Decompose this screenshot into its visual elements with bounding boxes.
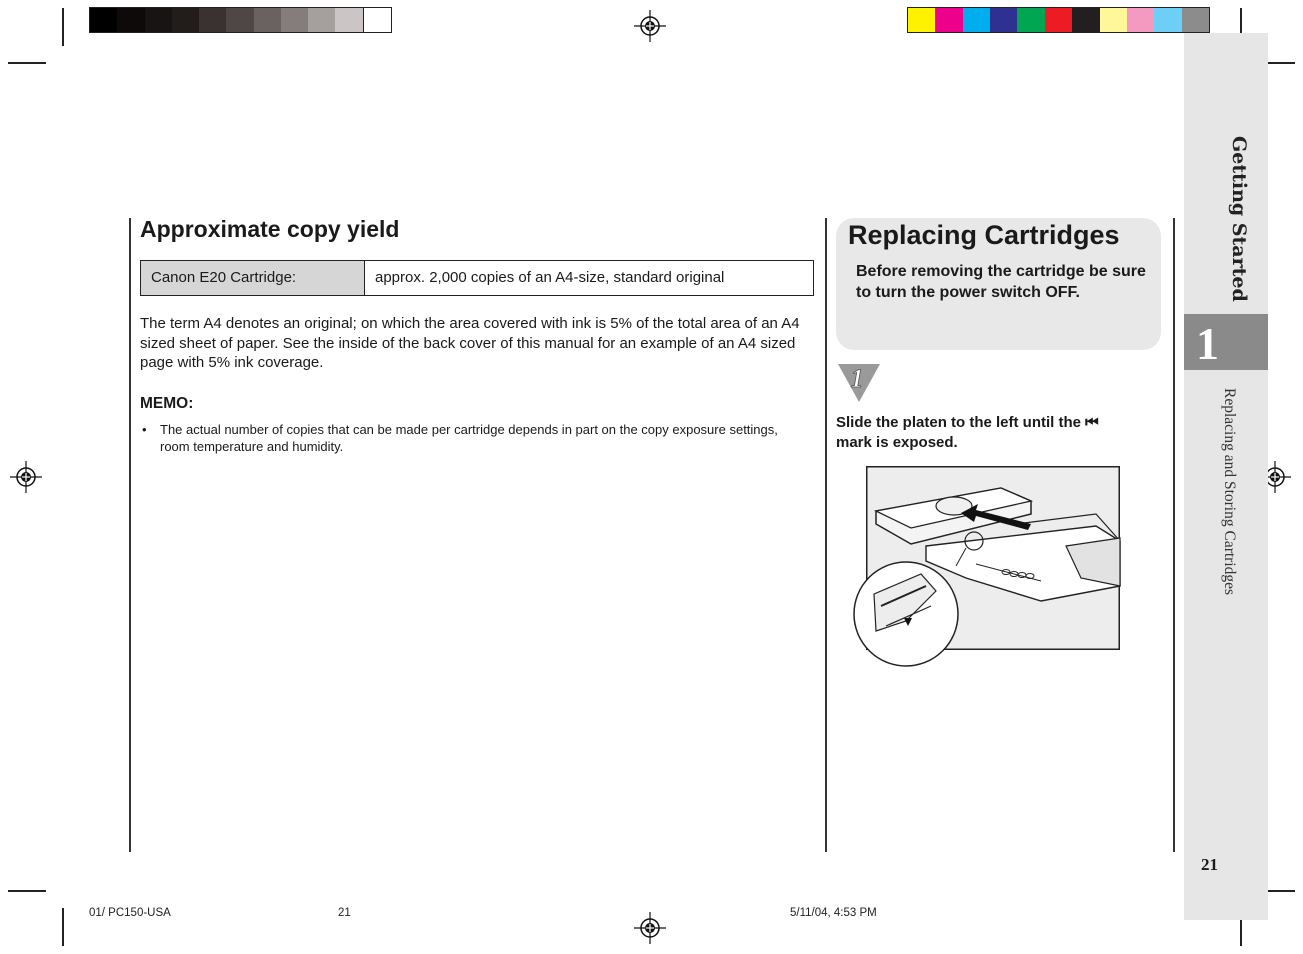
- color-swatch: [1100, 8, 1127, 32]
- cartridge-label: Canon E20 Cartridge:: [141, 261, 365, 295]
- gray-color-bar: [89, 7, 392, 33]
- color-swatch: [199, 8, 226, 32]
- color-swatch: [963, 8, 990, 32]
- color-swatch: [226, 8, 253, 32]
- footer-file-name: 01/ PC150-USA: [89, 907, 171, 919]
- chapter-number: 1: [1196, 318, 1219, 369]
- crop-mark: [62, 908, 64, 946]
- color-swatch: [90, 8, 117, 32]
- color-swatch: [363, 8, 391, 32]
- color-swatch: [1127, 8, 1154, 32]
- step-badge: [836, 362, 882, 404]
- color-swatch: [1154, 8, 1181, 32]
- page-number: 21: [1201, 855, 1218, 874]
- color-swatch: [172, 8, 199, 32]
- step-triangle-icon: [836, 362, 882, 404]
- color-swatch: [908, 8, 935, 32]
- memo-list: [140, 421, 800, 455]
- color-swatch: [281, 8, 308, 32]
- color-swatch: [1182, 8, 1209, 32]
- registration-mark-icon: [634, 912, 666, 944]
- list-item: • The actual number of copies that can be made per cartridge depends in part on the copy exposure settings, room temperature and humidity.: [140, 421, 800, 455]
- column-rule: [1173, 218, 1175, 852]
- color-swatch: [254, 8, 281, 32]
- crop-mark: [8, 890, 46, 892]
- column-rule: [825, 218, 827, 852]
- chapter-title: Getting Started: [1228, 136, 1250, 302]
- copy-yield-heading: Approximate copy yield: [140, 216, 400, 242]
- footer-timestamp: 5/11/04, 4:53 PM: [790, 907, 877, 919]
- column-rule: [129, 218, 131, 852]
- color-swatch: [117, 8, 144, 32]
- color-swatch: [335, 8, 362, 32]
- footer-page: 21: [338, 907, 351, 919]
- section-title: Replacing and Storing Cartridges: [1221, 388, 1238, 596]
- memo-heading: MEMO:: [140, 395, 194, 412]
- color-swatch: [1045, 8, 1072, 32]
- color-swatch: [145, 8, 172, 32]
- a4-definition-text: The term A4 denotes an original; on which the area covered with ink is 5% of the total area of an A4 sized sheet of paper. See the inside of the back cover of this manual for an example of an A4 sized page with 5% ink coverage.: [140, 315, 800, 371]
- process-color-bar: [907, 7, 1210, 33]
- color-swatch: [1017, 8, 1044, 32]
- section-heading: Replacing Cartridges: [848, 220, 1120, 250]
- step-instruction: Slide the platen to the left until the ⏮ mark is exposed.: [836, 414, 1099, 451]
- registration-mark-icon: [10, 461, 42, 493]
- crop-mark: [62, 8, 64, 46]
- color-swatch: [935, 8, 962, 32]
- power-off-warning: Before removing the cartridge be sure to turn the power switch OFF.: [856, 263, 1146, 301]
- step-number: 1: [850, 364, 864, 393]
- copy-yield-table: [140, 260, 814, 296]
- cartridge-yield-value: approx. 2,000 copies of an A4-size, standard original: [375, 269, 725, 286]
- crop-mark: [8, 62, 46, 64]
- registration-mark-icon: [634, 10, 666, 42]
- color-swatch: [990, 8, 1017, 32]
- platen-slide-illustration: [866, 466, 1120, 650]
- color-swatch: [308, 8, 335, 32]
- color-swatch: [1072, 8, 1099, 32]
